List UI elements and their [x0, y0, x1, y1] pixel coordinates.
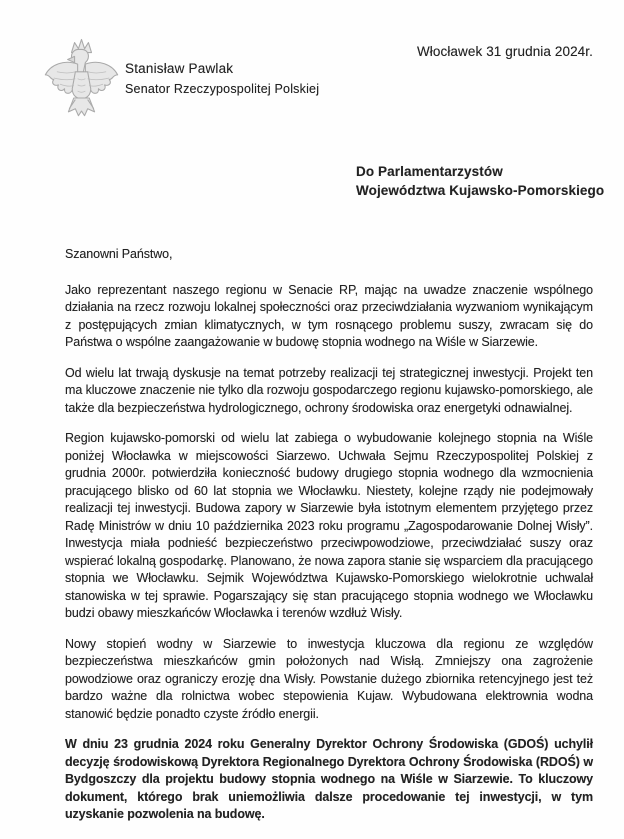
paragraph-1: Jako reprezentant naszego regionu w Senacie RP, mając na uwadze znaczenie wspólnego działania na rzecz rozwoju lokalnej społeczności oraz przeciwdziałania wyzwaniom wynikającym z postępujących zmian klimatycznych, w tym rosnącego problemu suszy, zwracam się do Państwa o wspólne zaangażowanie w budowę stopnia wodnego na Wiśle w Siarzewie. — [65, 282, 593, 349]
recipient-line-2: Województwa Kujawsko-Pomorskiego — [356, 183, 605, 198]
paragraph-3: Region kujawsko-pomorski od wielu lat zabiega o wybudowanie kolejnego stopnia na Wiśle poniżej Włocławka w miejscowości Siarzewo. Uchwała Sejmu Rzeczypospolitej Polskiej z grudnia 2000r. potwierdziła konieczność budowy drugiego stopnia wodnego dla wzmocnienia pracującego blisko od 60 lat stopnia we Włocławku. Niestety, kolejne rządy nie podejmowały realizacji tej inwestycji. Budowa zapory w Siarzewie była istotnym elementem przyjętego przez Radę Ministrów w dniu 10 października 2023 roku programu „Zagospodarowanie Dolnej Wisły”. Inwestycja miała podnieść bezpieczeństwo przeciwpowodziowe, przeciwdziałać suszy oraz wspierać lokalną gospodarkę. Planowano, że nowa zapora stanie się wsparciem dla pracującego stopnia we Włocławku. Sejmik Województwa Kujawsko-Pomorskiego wielokrotnie uchwalał stanowiska w tej sprawie. Pogarszający się stan pracującego stopnia wodnego we Włocławku budzi obawy mieszkańców Włocławka i terenów wzdłuż Wisły. — [65, 431, 593, 620]
paragraph-4: Nowy stopień wodny w Siarzewie to inwestycja kluczowa dla regionu ze względów bezpieczeństwa mieszkańców gmin położonych nad Wisłą. Zmniejszy ona zagrożenie powodziowe oraz ograniczy erozję dna Wisły. Powstanie dużego zbiornika retencyjnego jest też bardzo ważne dla rolnictwa wobec stepowienia Kujaw. Wybudowana elektrownia wodna stanowić będzie ponadto czyste źródło energii. — [65, 636, 593, 721]
recipient-block — [356, 162, 604, 200]
recipient-line-1: Do Parlamentarzystów — [356, 164, 503, 179]
salutation: Szanowni Państwo, — [65, 247, 173, 261]
letter-body — [65, 246, 593, 837]
sender-block — [125, 61, 319, 97]
date-line: Włocławek 31 grudnia 2024r. — [416, 44, 593, 59]
paragraph-2: Od wielu lat trwają dyskusje na temat potrzeby realizacji tej strategicznej inwestycji. Projekt ten ma kluczowe znaczenie nie tylko dla rozwoju gospodarczego regionu kujawsko-pomorskiego, ale także dla bezpieczeństwa hydrologicznego, ochrony środowiska oraz energetyki odnawialnej. — [65, 365, 593, 415]
sender-name: Stanisław Pawlak — [125, 61, 234, 76]
polish-eagle-emblem-icon — [43, 36, 120, 123]
sender-title: Senator Rzeczypospolitej Polskiej — [125, 82, 320, 96]
paragraph-5-bold: W dniu 23 grudnia 2024 roku Generalny Dyrektor Ochrony Środowiska (GDOŚ) uchylił decyzję środowiskową Dyrektora Regionalnego Dyrektora Ochrony Środowiska (RDOŚ) w Bydgoszczy dla projektu budowy stopnia wodnego na Wiśle w Siarzewie. To kluczowy dokument, którego brak uniemożliwia dalsze procedowanie tej inwestycji, w tym uzyskanie pozwolenia na budowę. — [65, 737, 593, 821]
